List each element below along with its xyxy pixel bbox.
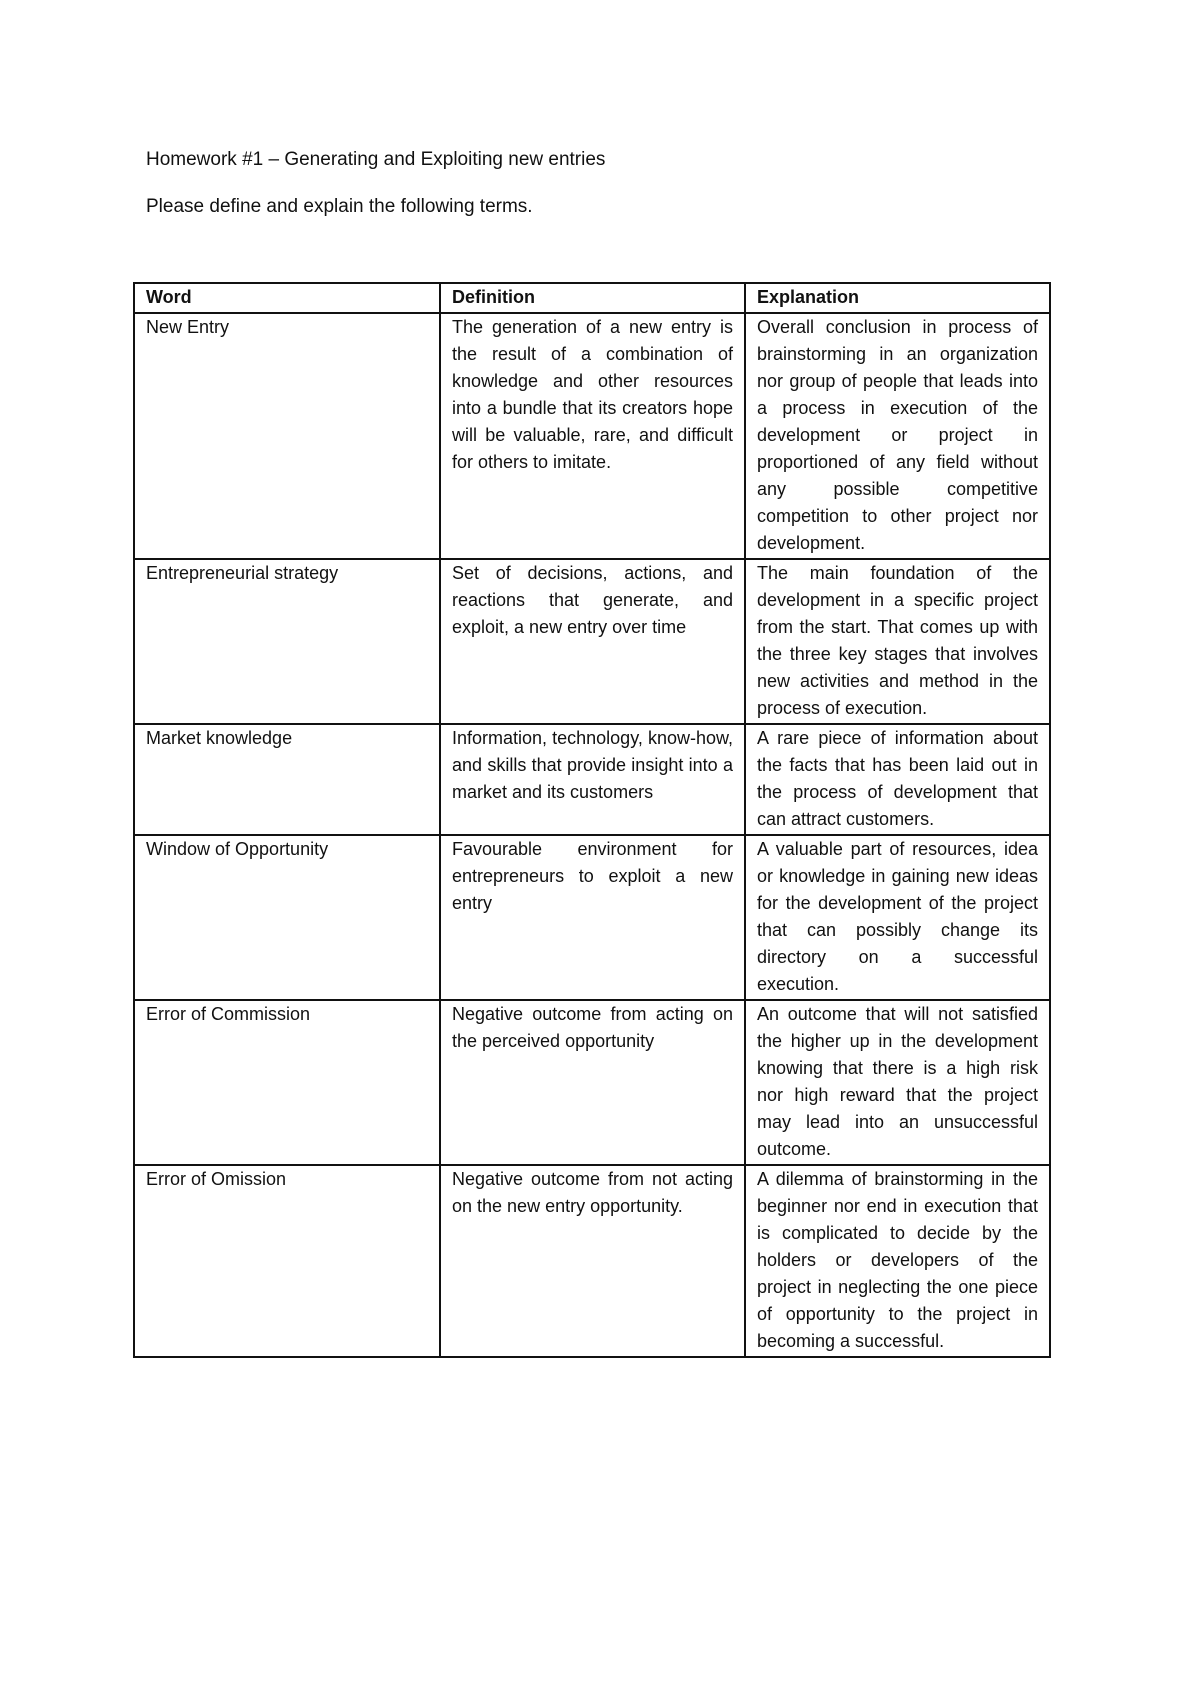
table-row [134,313,1050,559]
term-explanation: A dilemma of brainstorming in the beginner nor end in execution that is complicated to decide by the holders or developers of the project in neglecting the one piece of opportunity to the project in becoming a successful. [745,1165,1050,1357]
term-explanation: A rare piece of information about the facts that has been laid out in the process of development that can attract customers. [745,724,1050,835]
document-title: Homework #1 – Generating and Exploiting new entries [146,149,606,170]
document-instruction: Please define and explain the following terms. [146,196,533,217]
term-word: Window of Opportunity [134,835,440,1000]
header-explanation: Explanation [745,283,1050,313]
term-word: Market knowledge [134,724,440,835]
table-row [134,835,1050,1000]
term-definition: The generation of a new entry is the result of a combination of knowledge and other resources into a bundle that its creators hope will be valuable, rare, and difficult for others to imitate. [440,313,745,559]
header-word: Word [134,283,440,313]
term-word: New Entry [134,313,440,559]
header-definition: Definition [440,283,745,313]
term-definition: Negative outcome from acting on the perceived opportunity [440,1000,745,1165]
term-definition: Negative outcome from not acting on the new entry opportunity. [440,1165,745,1357]
term-definition: Information, technology, know-how, and skills that provide insight into a market and its customers [440,724,745,835]
term-definition: Set of decisions, actions, and reactions that generate, and exploit, a new entry over time [440,559,745,724]
term-explanation: Overall conclusion in process of brainstorming in an organization nor group of people that leads into a process in execution of the development or project in proportioned of any field without any possible competitive competition to other project nor development. [745,313,1050,559]
term-explanation: A valuable part of resources, idea or knowledge in gaining new ideas for the development of the project that can possibly change its directory on a successful execution. [745,835,1050,1000]
term-word: Error of Omission [134,1165,440,1357]
term-explanation: An outcome that will not satisfied the higher up in the development knowing that there is a high risk nor high reward that the project may lead into an unsuccessful outcome. [745,1000,1050,1165]
table-row [134,724,1050,835]
table-header-row [134,283,1050,313]
table-row [134,1000,1050,1165]
table-row [134,1165,1050,1357]
term-word: Entrepreneurial strategy [134,559,440,724]
terms-table [133,282,1051,1358]
term-explanation: The main foundation of the development in a specific project from the start. That comes up with the three key stages that involves new activities and method in the process of execution. [745,559,1050,724]
term-definition: Favourable environment for entrepreneurs to exploit a new entry [440,835,745,1000]
term-word: Error of Commission [134,1000,440,1165]
table-row [134,559,1050,724]
